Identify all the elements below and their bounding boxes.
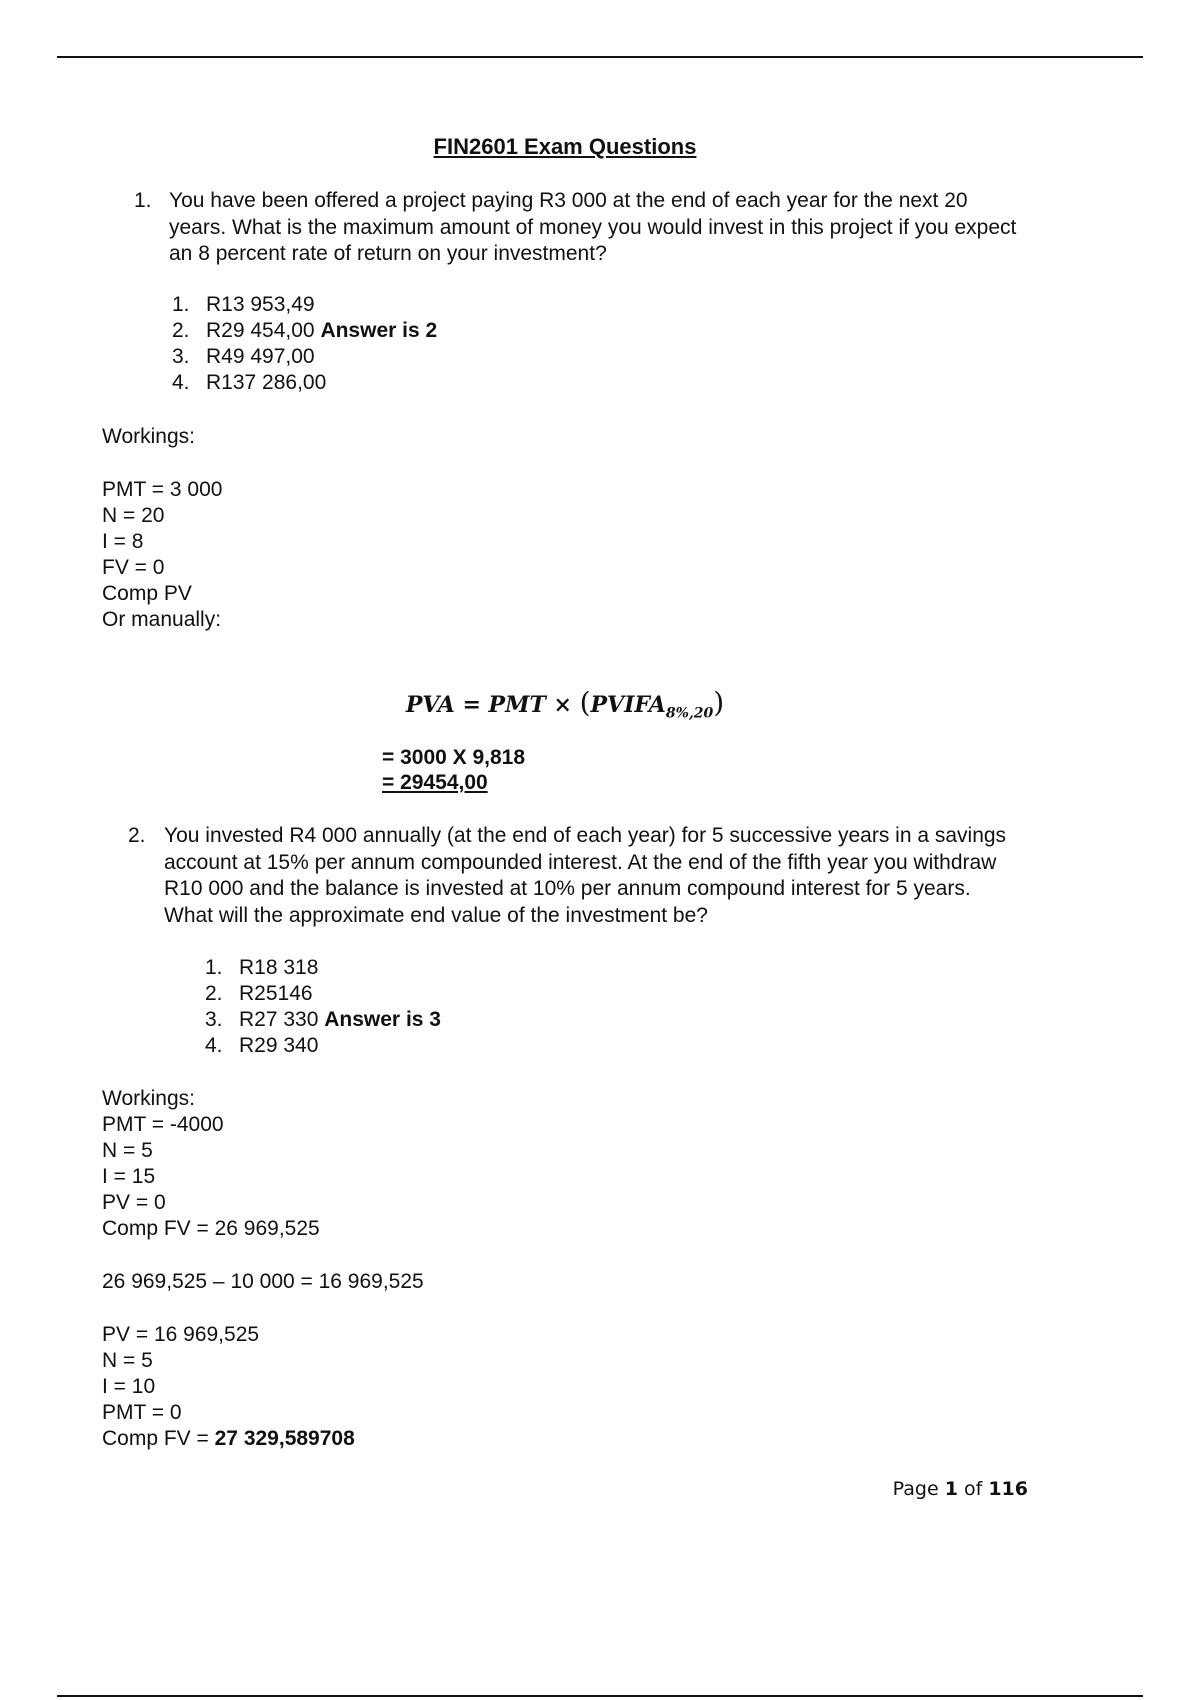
input-line: PMT = 3 000 <box>102 478 223 501</box>
input-line: N = 5 <box>102 1139 153 1162</box>
option-item: 2. R25146 <box>205 982 313 1005</box>
question-text: You invested R4 000 annually (at the end of each year) for 5 successive years in a savings account at 15% per annum compounded interest. At the end of the fifth year you withdraw R10 000 and the balance is invested at 10% per annum compound interest for 5 years. What will the approximate end value of the investment be? <box>164 824 1007 927</box>
bottom-rule <box>57 1695 1143 1697</box>
answer-note: Answer is 2 <box>320 319 438 342</box>
top-rule <box>57 56 1143 58</box>
final-result-line: Comp FV = 27 329,589708 <box>102 1427 355 1450</box>
workings-label: Workings: <box>102 1087 195 1110</box>
calc-result: = 29454,00 <box>382 771 488 794</box>
page-number: Page 1 of 116 <box>892 1478 1028 1500</box>
question-number: 2. <box>128 824 146 847</box>
input-line: PV = 0 <box>102 1191 166 1214</box>
input-line: PMT = -4000 <box>102 1113 224 1136</box>
input-line: Or manually: <box>102 608 222 631</box>
input-line: I = 8 <box>102 530 144 553</box>
input-line: N = 20 <box>102 504 165 527</box>
option-item: 1. R13 953,49 <box>172 293 315 316</box>
option-item: 1. R18 318 <box>205 956 319 979</box>
option-item: 3. R49 497,00 <box>172 345 315 368</box>
input-line: I = 10 <box>102 1375 156 1398</box>
input-line: FV = 0 <box>102 556 165 579</box>
option-item: 3. R27 330 Answer is 3 <box>205 1008 441 1031</box>
input-line: PV = 16 969,525 <box>102 1323 260 1346</box>
workings-label: Workings: <box>102 425 195 448</box>
input-line: PMT = 0 <box>102 1401 182 1424</box>
subtraction-line: 26 969,525 – 10 000 = 16 969,525 <box>102 1270 424 1293</box>
pva-formula: PVA = PMT × $(PVIFA_{8\%,20})$ <box>405 686 725 722</box>
question-number: 1. <box>134 189 152 212</box>
input-line: I = 15 <box>102 1165 156 1188</box>
calc-step: = 3000 X 9,818 <box>382 746 526 769</box>
option-item: 2. R29 454,00 Answer is 2 <box>172 319 438 342</box>
final-value: 27 329,589708 <box>214 1427 355 1450</box>
page-title: FIN2601 Exam Questions <box>433 134 697 159</box>
input-line: Comp FV = 26 969,525 <box>102 1217 320 1240</box>
option-item: 4. R137 286,00 <box>172 371 327 394</box>
input-line: N = 5 <box>102 1349 153 1372</box>
answer-note: Answer is 3 <box>324 1008 441 1031</box>
option-item: 4. R29 340 <box>205 1034 319 1057</box>
input-line: Comp PV <box>102 582 192 605</box>
question-text: You have been offered a project paying R3 000 at the end of each year for the next 20 years. What is the maximum amount of money you would invest in this project if you expect an 8 percent rate of return on your investment? <box>169 189 1017 265</box>
